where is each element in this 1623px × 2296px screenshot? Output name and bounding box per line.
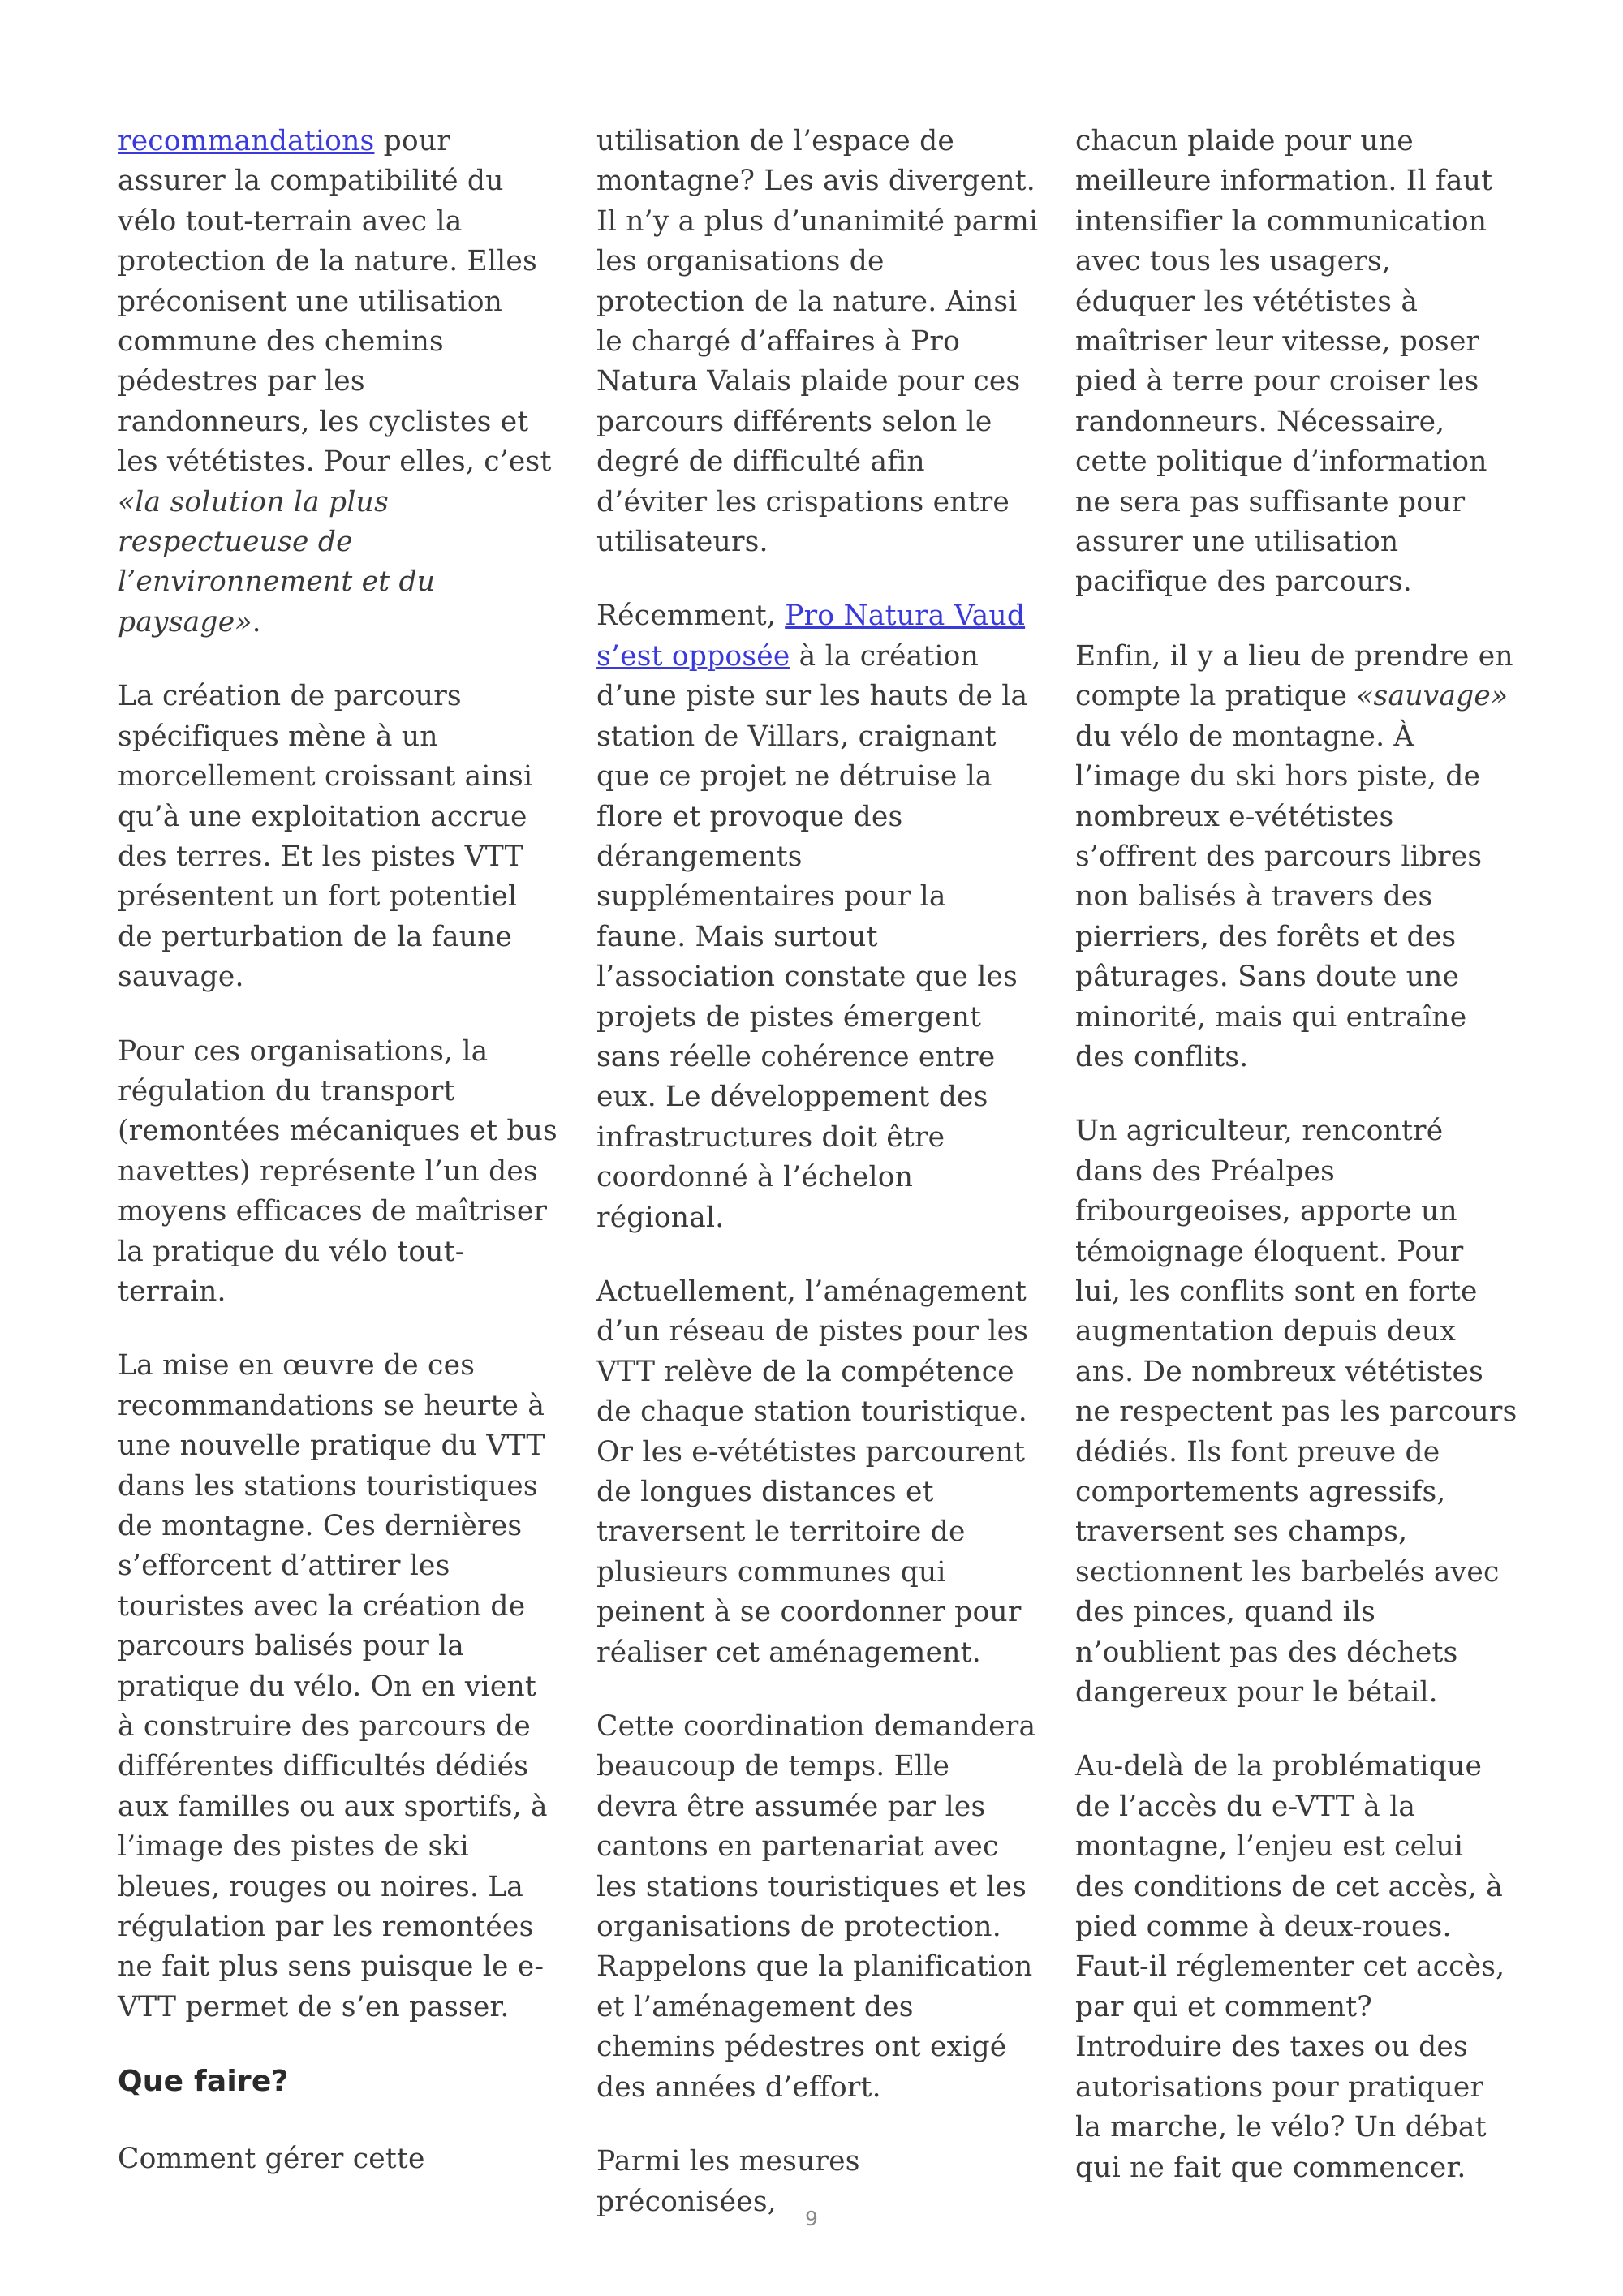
paragraph: Actuellement, l’aménagement d’un réseau de pistes pour les VTT relève de la compétence de chaque station touristique. Or les e-vététistes parcourent de longues distances et traversent le territoire de plusieurs communes qui peinent à se coordonner pour réaliser cet aménagement. <box>596 1275 1029 1669</box>
paragraph <box>118 122 560 643</box>
column-1 <box>118 122 560 2213</box>
paragraph: Au-delà de la problématique de l’accès du e-VTT à la montagne, l’enjeu est celui des conditions de cet accès, à pied comme à deux-roues. Faut-il réglementer cet accès, par qui et comment? Introduire des taxes ou des autorisations pour pratiquer la marche, le vélo? Un débat qui ne fait que commencer. <box>1075 1750 1505 2184</box>
paragraph: chacun plaide pour une meilleure information. Il faut intensifier la communication avec tous les usagers, éduquer les vététistes à maîtriser leur vitesse, poser pied à terre pour croiser les randonneurs. Nécessaire, cette politique d’information ne sera pas suffisante pour assurer une utilisation pacifique des parcours. <box>1075 125 1493 599</box>
paragraph-text: Récemment, <box>596 600 786 633</box>
column-3 <box>1075 122 1518 2222</box>
quote-text: «la solution la plus respectueuse de l’environnement et du paysage» <box>118 485 436 638</box>
paragraph: La création de parcours spécifiques mène à un morcellement croissant ainsi qu’à une exploitation accrue des terres. Et les pistes VTT présentent un fort potentiel de perturbation de la faune sauvage. <box>118 680 533 994</box>
paragraph: Comment gérer cette <box>118 2142 425 2175</box>
paragraph-text: pour assurer la compatibilité du vélo tout-terrain avec la protection de la nature. Elles préconisent une utilisation commune des chemins pédestres par les randonneurs, les cyclistes et les vététistes. Pour elles, c’est <box>118 125 552 479</box>
paragraph: Pour ces organisations, la régulation du transport (remontées mécaniques et bus navettes) représente l’un des moyens efficaces de maîtriser la pratique du vélo tout-terrain. <box>118 1034 558 1308</box>
quote-text: «sauvage» <box>1356 680 1509 713</box>
paragraph-text: à la création d’une piste sur les hauts de la station de Villars, craignant que ce projet ne détruise la flore et provoque des dérangements supplémentaires pour la faune. Mais surtout l’association constate que les projets de pistes émergent sans réelle cohérence entre eux. Le développement des infrastructures doit être coordonné à l’échelon régional. <box>596 639 1028 1234</box>
paragraph <box>596 596 1039 1238</box>
recommandations-link[interactable]: recommandations <box>118 125 375 157</box>
paragraph: utilisation de l’espace de montagne? Les avis divergent. Il n’y a plus d’unanimité parmi les organisations de protection de la nature. Ainsi le chargé d’affaires à Pro Natura Valais plaide pour ces parcours différents selon le degré de difficulté afin d’éviter les crispations entre utilisateurs. <box>596 125 1039 559</box>
column-2 <box>596 122 1039 2256</box>
paragraph <box>1075 637 1518 1077</box>
section-heading: Que faire? <box>118 2065 289 2099</box>
paragraph-text: Enfin, il y a lieu de prendre en compte la pratique <box>1075 639 1513 713</box>
paragraph: Un agriculteur, rencontré dans des Préalpes fribourgeoises, apporte un témoignage éloquent. Pour lui, les conflits sont en forte augmentation depuis deux ans. De nombreux vététistes ne respectent pas les parcours dédiés. Ils font preuve de comportements agressifs, traversent ses champs, sectionnent les barbelés avec des pinces, quand ils n’oublient pas des déchets dangereux pour le bétail. <box>1075 1115 1518 1709</box>
paragraph: Cette coordination demandera beaucoup de temps. Elle devra être assumée par les cantons en partenariat avec les stations touristiques et les organisations de protection. Rappelons que la planification et l’aménagement des chemins pédestres ont exigé des années d’effort. <box>596 1710 1036 2104</box>
paragraph-text: . <box>252 605 261 638</box>
pro-natura-vaud-link[interactable]: Pro Natura Vaud s’est opposée <box>596 600 1026 673</box>
paragraph-text: du vélo de montagne. À l’image du ski hors piste, de nombreux e-vététistes s’offrent des parcours libres non balisés à travers des pierriers, des forêts et des pâturages. Sans doute une minorité, mais qui entraîne des conflits. <box>1075 720 1483 1073</box>
paragraph: Parmi les mesures préconisées, <box>596 2145 860 2218</box>
page-number: 9 <box>805 2207 818 2230</box>
paragraph: La mise en œuvre de ces recommandations se heurte à une nouvelle pratique du VTT dans les stations touristiques de montagne. Ces dernières s’efforcent d’attirer les touristes avec la création de parcours balisés pour la pratique du vélo. On en vient à construire des parcours de différentes difficultés dédiés aux familles ou aux sportifs, à l’image des pistes de ski bleues, rouges ou noires. La régulation par les remontées ne fait plus sens puisque le e-VTT permet de s’en passer. <box>118 1349 548 2023</box>
